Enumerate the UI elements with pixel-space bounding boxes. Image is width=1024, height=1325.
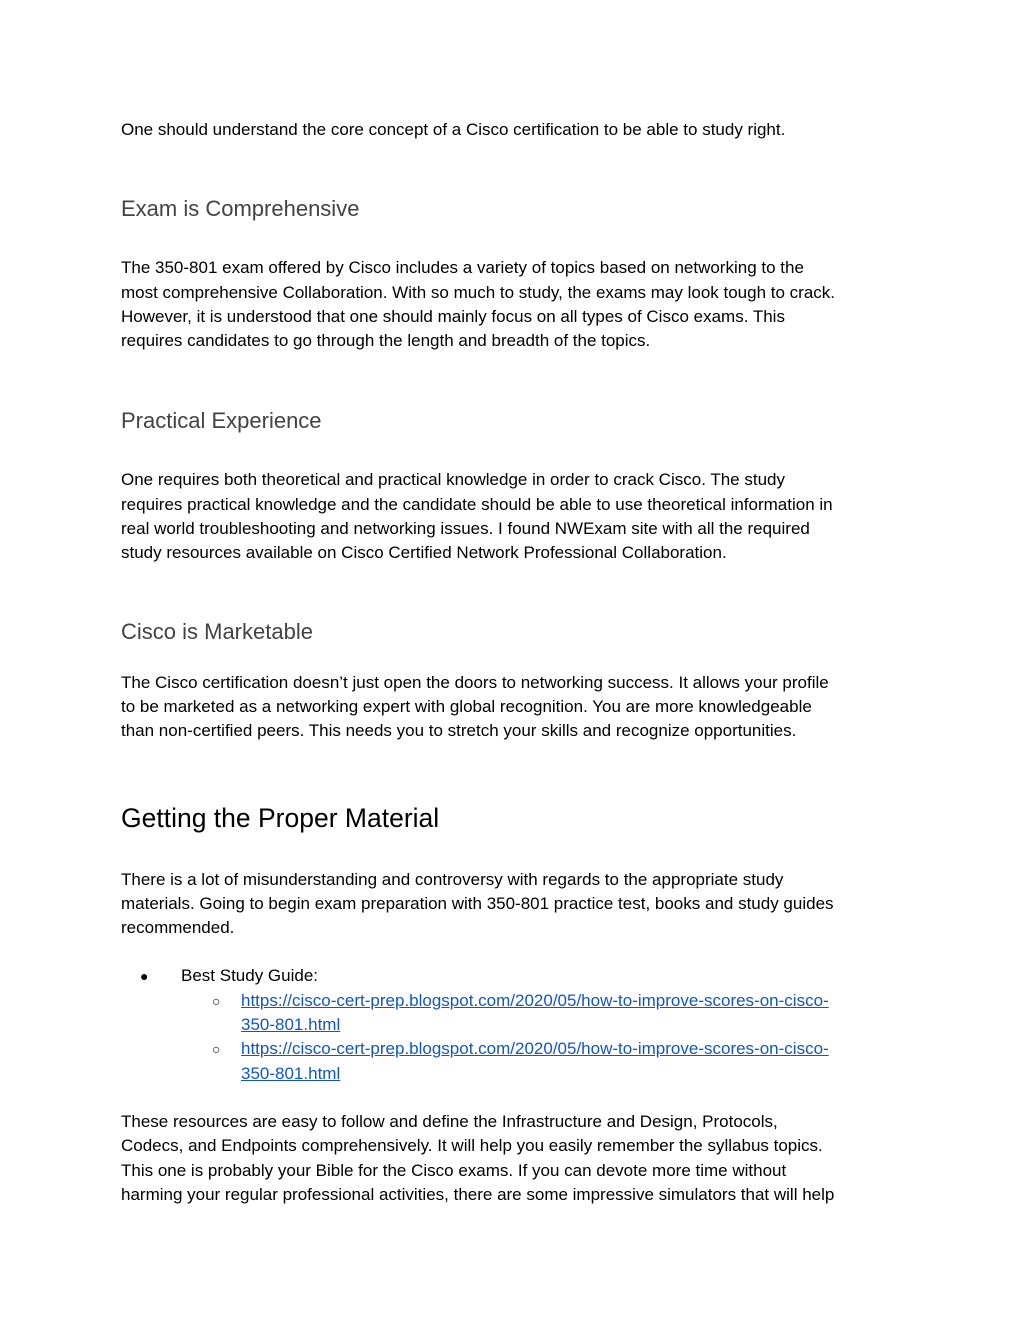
closing-line: harming your regular professional activities, there are some impressive simulators that will help xyxy=(121,1184,835,1204)
document-content xyxy=(121,118,906,1207)
exam-line: The 350-801 exam offered by Cisco includes a variety of topics based on networking to the xyxy=(121,258,804,278)
exam-paragraph xyxy=(121,256,906,353)
list-item xyxy=(121,964,906,1085)
marketable-line: than non-certified peers. This needs you to stretch your skills and recognize opportunities. xyxy=(121,721,797,741)
bullet-icon: ● xyxy=(140,968,149,985)
material-line: There is a lot of misunderstanding and controversy with regards to the appropriate study xyxy=(121,869,784,889)
practical-line: requires practical knowledge and the candidate should be able to use theoretical information in xyxy=(121,494,833,514)
heading-cisco-marketable: Cisco is Marketable xyxy=(121,618,313,644)
circle-bullet-icon: ○ xyxy=(212,992,221,1009)
closing-line: This one is probably your Bible for the Cisco exams. If you can devote more time without xyxy=(121,1160,787,1180)
circle-bullet-icon: ○ xyxy=(212,1041,221,1058)
practical-paragraph xyxy=(121,468,906,565)
study-guide-links xyxy=(121,989,906,1086)
link-text: 350-801.html xyxy=(241,1063,341,1083)
list-item xyxy=(121,1037,906,1086)
intro-paragraph xyxy=(121,118,906,142)
heading-exam-comprehensive: Exam is Comprehensive xyxy=(121,196,360,222)
marketable-paragraph xyxy=(121,671,906,744)
marketable-line: The Cisco certification doesn’t just open the doors to networking success. It allows your profile xyxy=(121,672,829,692)
study-guide-link-2[interactable] xyxy=(241,1039,829,1082)
study-guide-link-1[interactable] xyxy=(241,991,829,1034)
closing-line: Codecs, and Endpoints comprehensively. It will help you easily remember the syllabus topics. xyxy=(121,1136,823,1156)
list-item xyxy=(121,989,906,1038)
study-guide-list xyxy=(121,964,906,1085)
heading-proper-material: Getting the Proper Material xyxy=(121,802,440,833)
link-text: https://cisco-cert-prep.blogspot.com/2020/05/how-to-improve-scores-on-cisco- xyxy=(241,1039,829,1059)
study-guide-label: Best Study Guide: xyxy=(181,966,319,986)
heading-practical-experience: Practical Experience xyxy=(121,408,322,434)
marketable-line: to be marketed as a networking expert with global recognition. You are more knowledgeable xyxy=(121,696,812,716)
practical-line: real world troubleshooting and networking issues. I found NWExam site with all the required xyxy=(121,519,810,539)
link-text: https://cisco-cert-prep.blogspot.com/2020/05/how-to-improve-scores-on-cisco- xyxy=(241,990,829,1010)
practical-line: study resources available on Cisco Certified Network Professional Collaboration. xyxy=(121,543,727,563)
material-line: recommended. xyxy=(121,918,235,938)
practical-line: One requires both theoretical and practical knowledge in order to crack Cisco. The study xyxy=(121,470,785,490)
closing-paragraph xyxy=(121,1110,906,1207)
material-line: materials. Going to begin exam preparation with 350-801 practice test, books and study guides xyxy=(121,893,834,913)
closing-line: These resources are easy to follow and define the Infrastructure and Design, Protocols, xyxy=(121,1111,778,1131)
intro-text: One should understand the core concept of a Cisco certification to be able to study right. xyxy=(121,120,786,139)
link-text: 350-801.html xyxy=(241,1015,341,1035)
material-paragraph xyxy=(121,868,906,941)
exam-line: most comprehensive Collaboration. With so much to study, the exams may look tough to crack. xyxy=(121,282,835,302)
exam-line: However, it is understood that one should mainly focus on all types of Cisco exams. This xyxy=(121,306,785,326)
exam-line: requires candidates to go through the length and breadth of the topics. xyxy=(121,331,651,351)
